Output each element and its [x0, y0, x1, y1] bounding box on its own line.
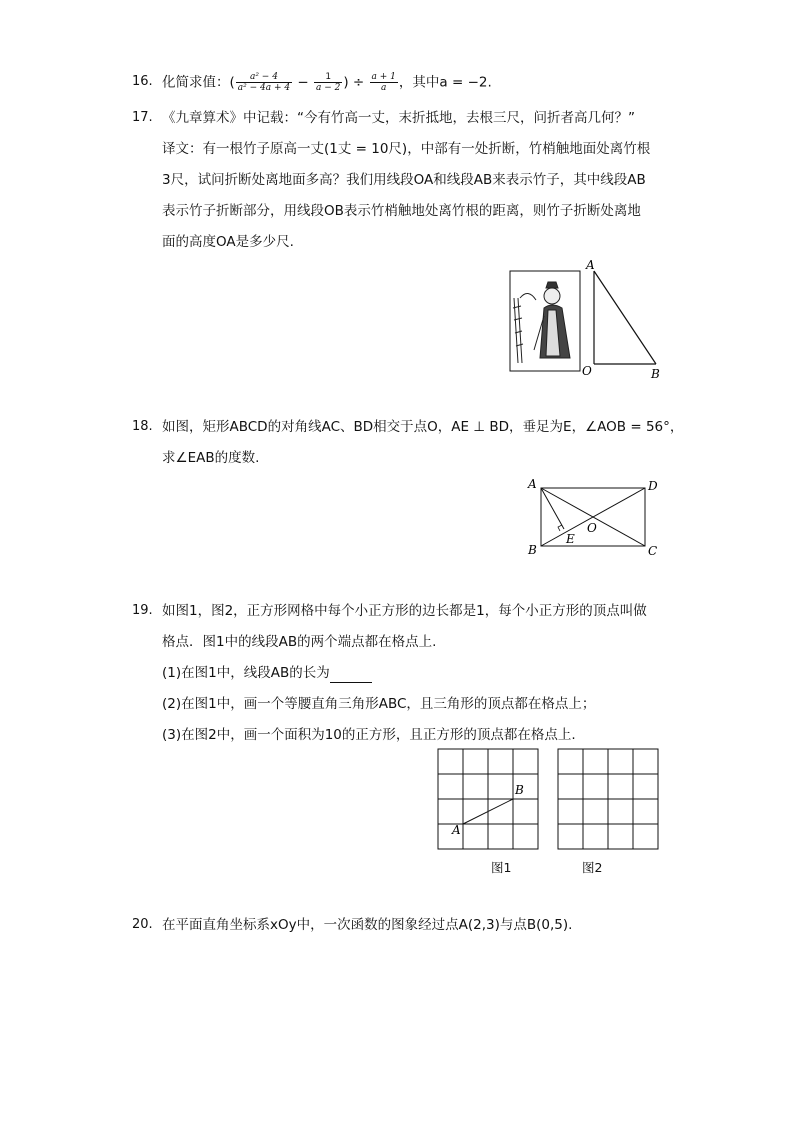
segment-AB	[594, 271, 656, 364]
label-O: O	[587, 521, 597, 535]
question-number: 17.	[132, 110, 153, 125]
answer-blank[interactable]	[330, 668, 372, 683]
question-text: 化简求值：( $\frac{\text{a² − 4}}{\text{a² − 4a + 4}}$ − $\frac{1}{a - 2}$ ) ÷ $\frac{a + 1}{a}$ ，其中a = −2.	[162, 72, 492, 93]
question-line: 表示竹子折断部分，用线段OB表示竹梢触地处离竹根的距离，则竹子折断处离地	[162, 203, 641, 219]
question-number: 20.	[132, 917, 153, 932]
figure-2-caption: 图2	[582, 860, 603, 875]
grid-figure-2	[557, 748, 659, 850]
grid-lines	[558, 749, 658, 849]
question-line: 如图，矩形ABCD的对角线AC、BD相交于点O，AE ⊥ BD，垂足为E，∠AOB = 56°，	[162, 419, 684, 435]
question-line: 格点．图1中的线段AB的两个端点都在格点上.	[162, 634, 437, 650]
question-line: 求∠EAB的度数.	[162, 450, 260, 466]
bamboo-figure	[500, 258, 670, 383]
label-D: D	[648, 479, 658, 493]
label-O: O	[582, 364, 592, 378]
question-line: 如图1，图2，正方形网格中每个小正方形的边长都是1，每个小正方形的顶点叫做	[162, 603, 647, 619]
label-A: A	[586, 258, 595, 272]
label-A: A	[452, 823, 461, 837]
sub-question-2: (2)在图1中，画一个等腰直角三角形ABC，且三角形的顶点都在格点上；	[162, 696, 596, 712]
label-B: B	[651, 367, 660, 381]
question-line: 《九章算术》中记载：“今有竹高一丈，末折抵地，去根三尺，问折者高几何？”	[162, 110, 635, 126]
fraction: $\frac{\text{a² − 4}}{\text{a² − 4a + 4}}$	[237, 72, 291, 93]
figure-1-caption: 图1	[491, 860, 512, 875]
grid-figure-1	[437, 748, 539, 850]
fraction: $\frac{1}{a - 2}$	[316, 72, 341, 93]
question-number: 19.	[132, 603, 153, 618]
sub-question-3: (3)在图2中，画一个面积为10的正方形，且正方形的顶点都在格点上.	[162, 727, 576, 743]
rectangle-figure	[524, 474, 664, 560]
question-text: 在平面直角坐标系xOy中，一次函数的图象经过点A(2,3)与点B(0,5).	[162, 917, 573, 933]
label-C: C	[648, 544, 658, 558]
label-B: B	[515, 783, 524, 797]
question-line: 面的高度OA是多少尺.	[162, 234, 294, 250]
label-A: A	[528, 477, 537, 491]
question-number: 18.	[132, 419, 153, 434]
question-line: 3尺，试问折断处离地面多高？我们用线段OA和线段AB来表示竹子，其中线段AB	[162, 172, 646, 188]
question-number: 16.	[132, 74, 153, 89]
right-angle-mark	[558, 525, 562, 531]
fraction: $\frac{a + 1}{a}$	[371, 72, 396, 93]
question-line: 译文：有一根竹子原高一丈(1丈 = 10尺)，中部有一处折断，竹梢触地面处离竹根	[162, 141, 651, 157]
sub-question-1: (1)在图1中，线段AB的长为	[162, 663, 372, 683]
label-E: E	[566, 532, 575, 546]
label-B: B	[528, 543, 537, 557]
